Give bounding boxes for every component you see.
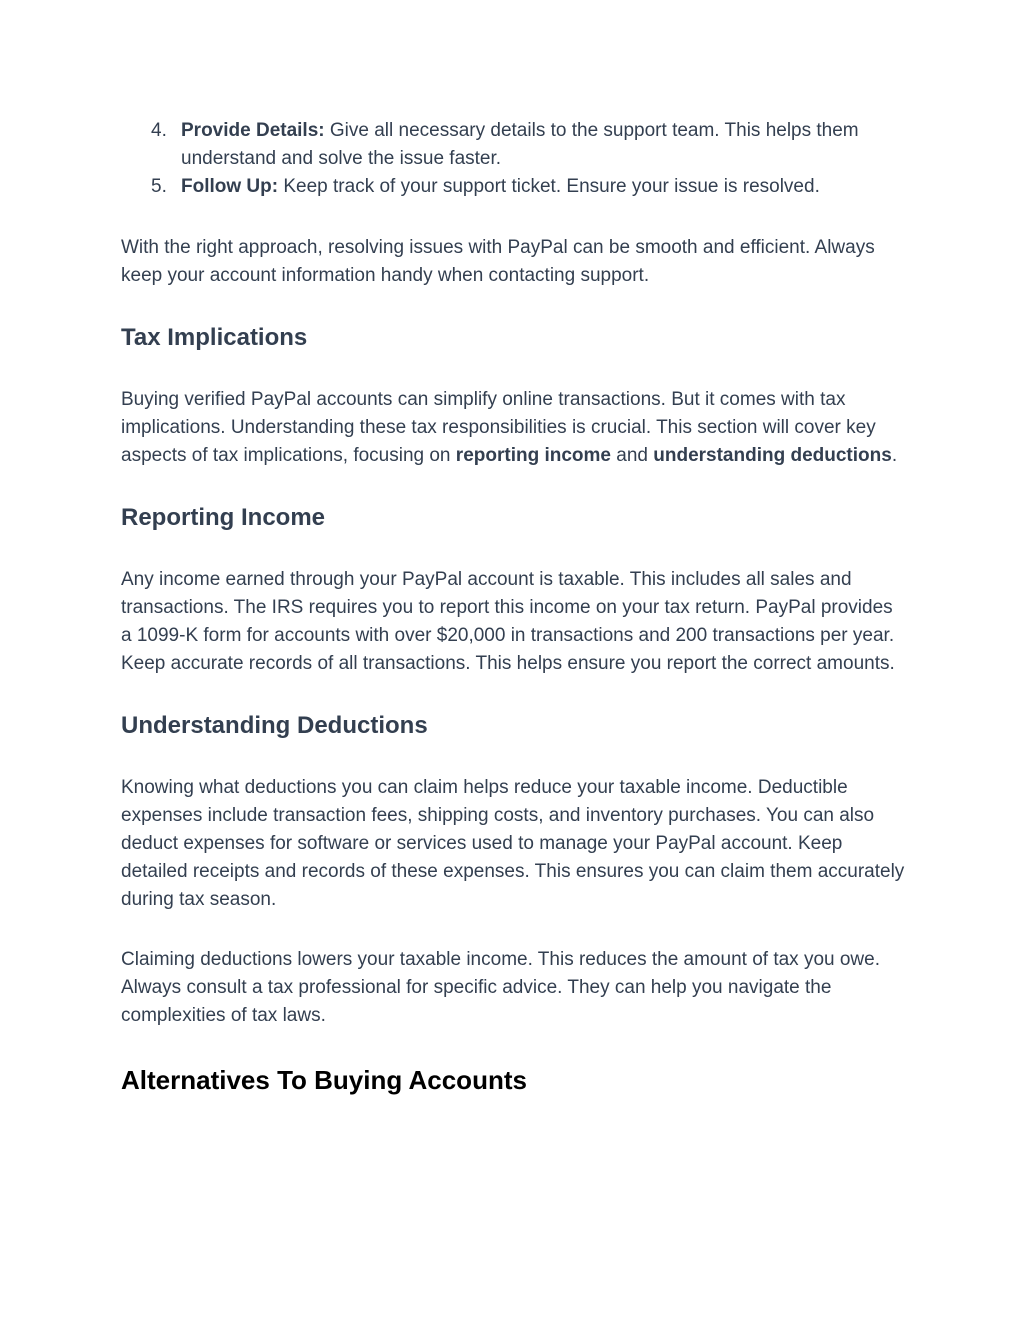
list-item-number: 4. (151, 120, 167, 141)
list-item (121, 173, 906, 201)
understanding-deductions-emphasis: understanding deductions (653, 445, 892, 466)
tax-implications-heading: Tax Implications (121, 324, 308, 351)
list-item-label: Follow Up: (181, 176, 279, 197)
list-item-number: 5. (151, 176, 167, 197)
list-item-text: Keep track of your support ticket. Ensure your issue is resolved. (278, 176, 820, 197)
tax-implications-text-before: Buying verified PayPal accounts can simplify online transactions. But it comes with tax implications. Understanding these tax responsibilities is crucial. This section will cover key aspects of tax implications, focusing on (121, 389, 876, 466)
tax-implications-paragraph (121, 386, 906, 470)
reporting-income-heading: Reporting Income (121, 504, 326, 531)
understanding-deductions-heading: Understanding Deductions (121, 712, 428, 739)
list-item-text: Give all necessary details to the support team. This helps them understand and solve the issue faster. (181, 120, 859, 169)
list-item (121, 117, 906, 173)
document-page (121, 117, 906, 1096)
tax-implications-text-after: . (891, 445, 898, 466)
tax-implications-text-middle: and (610, 445, 654, 466)
reporting-income-emphasis: reporting income (455, 445, 611, 466)
understanding-deductions-paragraph-2: Claiming deductions lowers your taxable income. This reduces the amount of tax you owe. Always consult a tax professional for specific advice. They can help you navigate the complexities of tax laws. (121, 949, 880, 1026)
understanding-deductions-paragraph-1: Knowing what deductions you can claim helps reduce your taxable income. Deductible expenses include transaction fees, shipping costs, and inventory purchases. You can also deduct expenses for software or services used to manage your PayPal account. Keep detailed receipts and records of these expenses. This ensures you can claim them accurately during tax season. (121, 777, 905, 910)
alternatives-heading: Alternatives To Buying Accounts (121, 1065, 527, 1095)
list-item-label: Provide Details: (181, 120, 325, 141)
support-steps-list (121, 117, 906, 201)
intro-paragraph: With the right approach, resolving issues with PayPal can be smooth and efficient. Always keep your account information handy when contacting support. (121, 237, 875, 286)
reporting-income-paragraph: Any income earned through your PayPal account is taxable. This includes all sales and transactions. The IRS requires you to report this income on your tax return. PayPal provides a 1099-K form for accounts with over $20,000 in transactions and 200 transactions per year. Keep accurate records of all transactions. This helps ensure you report the correct amounts. (121, 569, 895, 674)
